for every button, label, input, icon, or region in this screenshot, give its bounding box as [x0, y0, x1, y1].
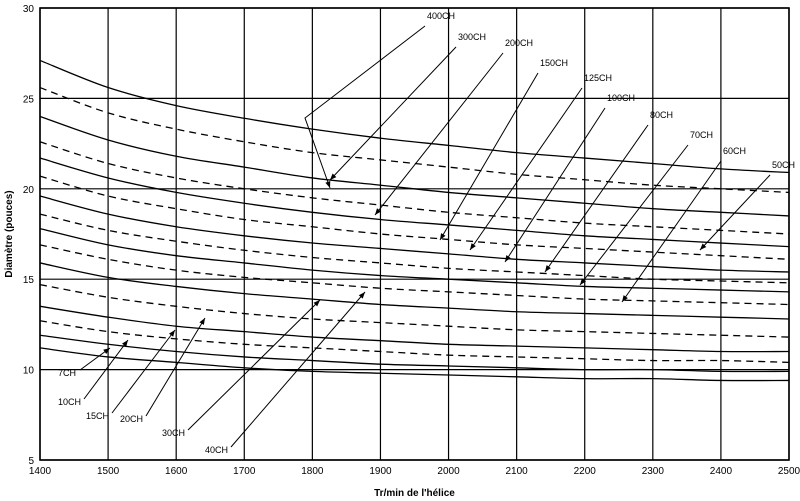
series-label-10ch: 10CH [58, 397, 82, 407]
series-label-150ch: 150CH [540, 58, 569, 68]
series-label-50ch: 50CH [772, 160, 796, 170]
series-label-100ch: 100CH [607, 93, 636, 103]
x-tick-label: 2200 [573, 466, 596, 477]
x-tick-label: 1500 [96, 466, 120, 477]
y-axis-label: Diamètre (pouces) [4, 190, 15, 278]
plot-background [40, 8, 789, 460]
y-tick-label: 20 [22, 184, 34, 196]
x-tick-label: 2500 [777, 466, 800, 477]
y-tick-label: 5 [28, 456, 34, 467]
x-tick-label: 1600 [165, 466, 188, 477]
series-label-30ch: 30CH [162, 428, 186, 438]
series-label-125ch: 125CH [584, 73, 613, 83]
series-label-15ch: 15CH [86, 411, 110, 421]
x-tick-label: 1400 [28, 466, 52, 477]
x-axis-ticks [29, 466, 800, 477]
y-tick-label: 25 [22, 94, 34, 106]
series-label-200ch: 200CH [505, 38, 534, 48]
series-label-400ch: 400CH [427, 11, 456, 21]
y-tick-label: 10 [22, 365, 34, 377]
series-label-20ch: 20CH [120, 414, 144, 424]
x-tick-label: 2300 [641, 466, 664, 477]
series-label-70ch: 70CH [690, 130, 714, 140]
series-label-300ch: 300CH [458, 32, 487, 42]
x-tick-label: 2400 [709, 466, 733, 477]
y-axis-ticks [23, 4, 35, 467]
x-axis-label: Tr/min de l'hélice [374, 488, 455, 499]
x-tick-label: 1700 [233, 466, 256, 477]
series-label-7ch: 7CH [58, 368, 77, 378]
x-tick-label: 2100 [505, 466, 528, 477]
series-label-60ch: 60CH [723, 146, 747, 156]
series-label-80ch: 80CH [650, 110, 674, 120]
y-tick-label: 15 [22, 275, 34, 287]
x-tick-label: 1800 [301, 466, 324, 477]
x-tick-label: 1900 [369, 466, 392, 477]
series-label-40ch: 40CH [205, 445, 229, 455]
x-tick-label: 2000 [437, 466, 460, 477]
y-tick-label: 30 [22, 4, 34, 15]
